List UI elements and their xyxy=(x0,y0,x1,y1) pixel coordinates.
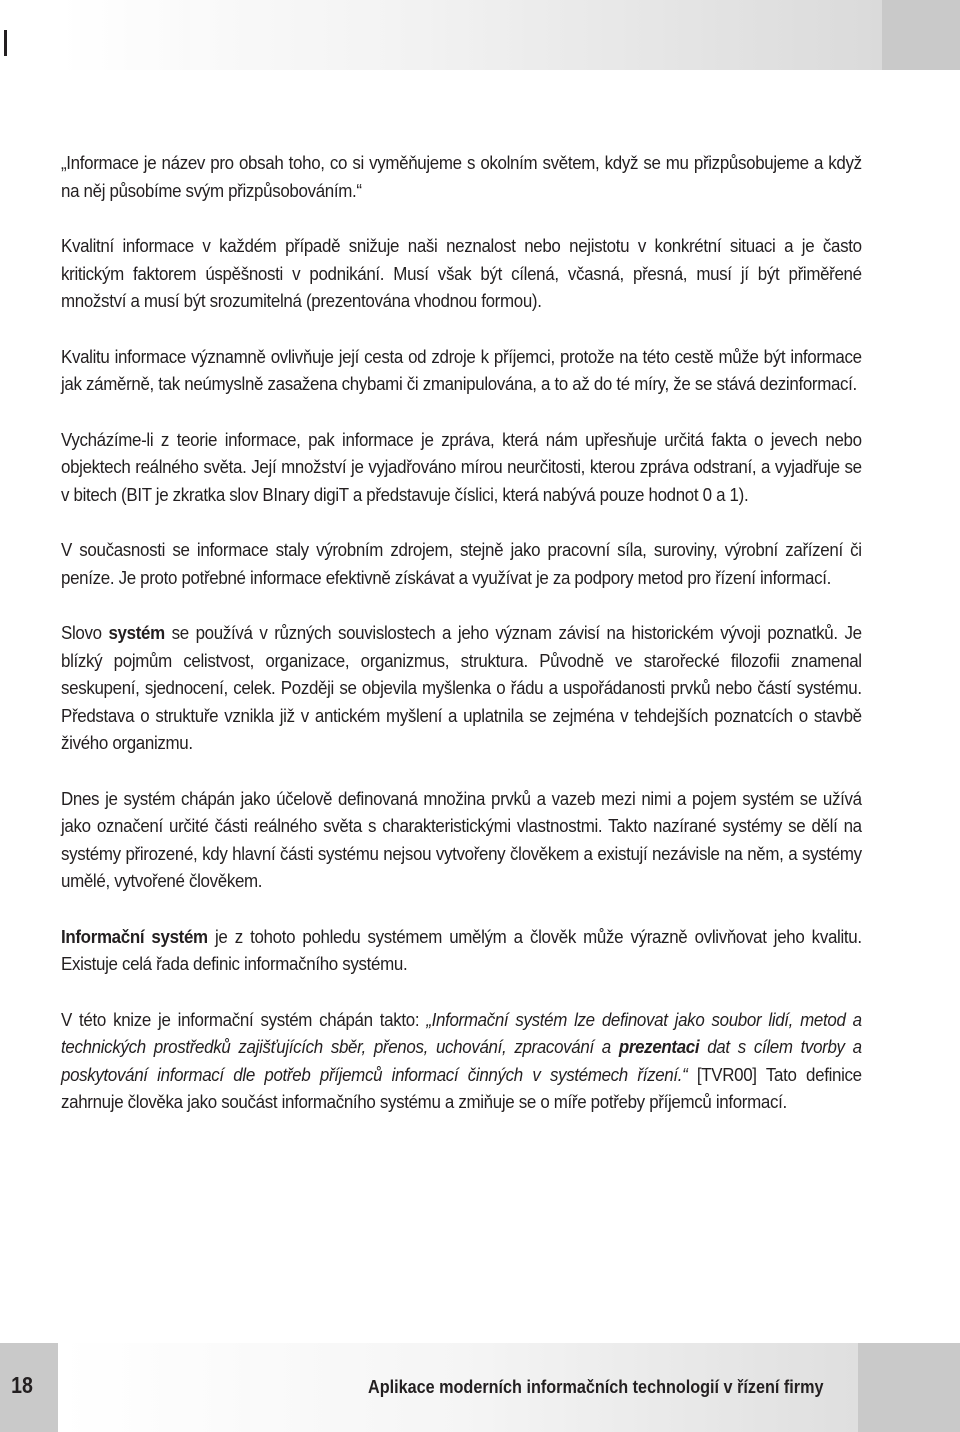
header-bar xyxy=(60,0,960,70)
chapter-mark xyxy=(4,30,7,56)
term-information-system: Informační systém xyxy=(61,926,208,947)
paragraph-text: Kvalitní informace v každém případě snižuje naši neznalost nebo nejistotu v konkrétní situaci a je často kritickým faktorem úspěšnosti v podnikání. Musí však být cílená, včasná, přesná, musí jí být přiměřené množství a musí být srozumitelná (prezentována vhodnou formou). xyxy=(61,236,862,311)
paragraph-8 xyxy=(61,924,862,979)
paragraph-text: Kvalitu informace významně ovlivňuje její cesta od zdroje k příjemci, protože na této cestě může být informace jak záměrně, tak neúmyslně zasažena chybami či zmanipulována, a to až do té míry, že se stává dezinformací. xyxy=(61,346,862,394)
page-body xyxy=(61,150,862,1117)
definition-quote: „Informační systém lze definovat jako soubor lidí, metod a technických prostředků zajišťujících sběr, přenos, uchování, zpracování a xyxy=(61,1009,862,1057)
paragraph-text: je z tohoto pohledu systémem umělým a člověk může výrazně ovlivňovat jeho kvalitu. Existuje celá řada definic informačního systému. xyxy=(61,926,862,974)
paragraph-text: [TVR00] Tato definice zahrnuje člověka jako součást informačního systému a zmiňuje se o míře potřeby příjemců informací. xyxy=(61,1064,862,1112)
term-prezentaci: prezentaci xyxy=(618,1037,700,1057)
paragraph-2 xyxy=(61,233,862,316)
paragraph-5 xyxy=(61,537,862,592)
term-system: systém xyxy=(108,623,165,643)
paragraph-4 xyxy=(61,427,862,510)
paragraph-text: V současnosti se informace staly výrobním zdrojem, stejně jako pracovní síla, suroviny, výrobní zařízení či peníze. Je proto potřebné informace efektivně získávat a využívat je za podpory metod pro řízení informací. xyxy=(61,540,862,588)
book-title: Aplikace moderních informačních technologií v řízení firmy xyxy=(368,1377,824,1397)
paragraph-7 xyxy=(61,786,862,896)
paragraph-3 xyxy=(61,344,862,399)
paragraph-6 xyxy=(61,620,862,758)
page-number: 18 xyxy=(11,1372,33,1398)
definition-quote: dat s cílem tvorby a poskytování informací dle potřeb příjemců informací činných v systémech řízení.“ xyxy=(61,1037,862,1085)
paragraph-text: Dnes je systém chápán jako účelově definovaná množina prvků a vazeb mezi nimi a pojem systém se užívá jako označení určité části reálného světa s charakteristickými vlastnostmi. Takto nazírané systémy se dělí na systémy přirozené, kdy hlavní části systému nejsou vytvořeny člověkem a existují nezávisle na něm, a systémy umělé, vytvořené člověkem. xyxy=(61,788,862,891)
header-corner-block xyxy=(882,0,960,70)
footer-corner-block xyxy=(858,1343,960,1432)
paragraph-text: „Informace je název pro obsah toho, co si vyměňujeme s okolním světem, když se mu přizpůsobujeme a když na něj působíme svým přizpůsobováním.“ xyxy=(61,153,862,201)
paragraph-text: V této knize je informační systém chápán takto: xyxy=(61,1009,427,1030)
paragraph-1 xyxy=(61,150,862,205)
paragraph-text: Slovo xyxy=(61,623,109,643)
paragraph-9 xyxy=(61,1007,862,1117)
paragraph-text: Vycházíme-li z teorie informace, pak informace je zpráva, která nám upřesňuje určitá fakta o jevech nebo objektech reálného světa. Její množství je vyjadřováno mírou neurčitosti, kterou zpráva odstraní, a vyjadřuje se v bitech (BIT je zkratka slov BInary digiT a představuje číslici, která nabývá pouze hodnot 0 a 1). xyxy=(61,429,862,505)
paragraph-text: se používá v různých souvislostech a jeho význam závisí na historickém vývoji poznatků. Je blízký pojmům celistvost, organizace, organizmus, struktura. Původně ve starořecké filozofii znamenal seskupení, sjednocení, celek. Později se objevila myšlenka o řádu a uspořádanosti prvků nebo částí systému. Představa o struktuře vznikla již v antickém myšlení a uplatnila se zejména v tehdejších poznatcích o stavbě živého organizmu. xyxy=(61,623,862,753)
